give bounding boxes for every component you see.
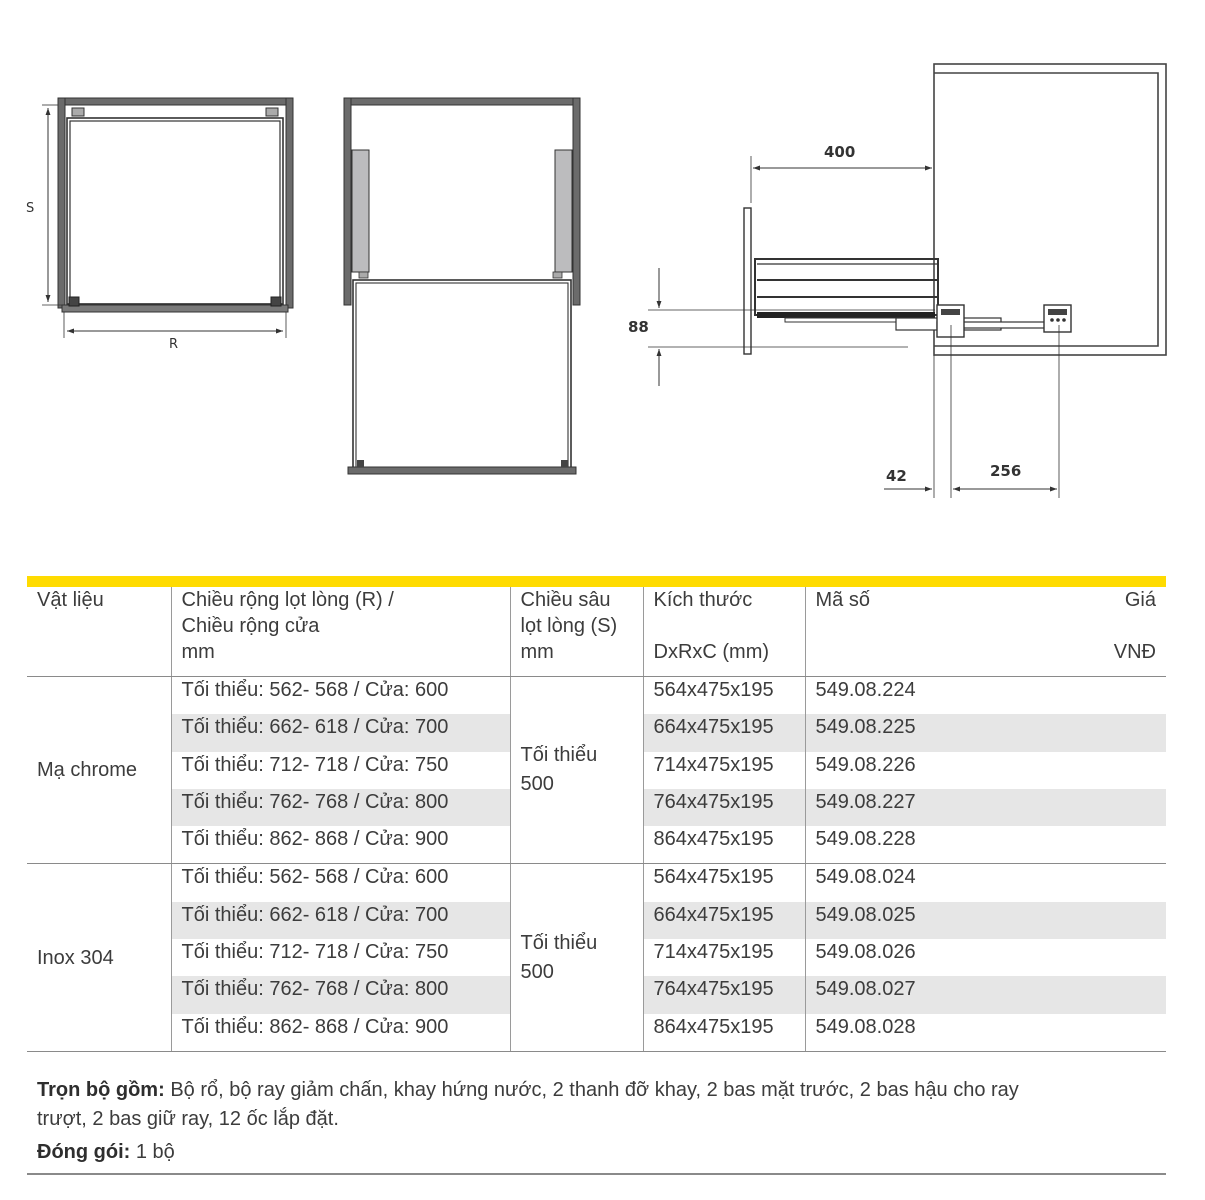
header-depth: Chiều sâu lọt lòng (S): [510, 587, 643, 639]
cabinet-left-wall: [58, 98, 65, 308]
header-code: Mã số: [805, 587, 985, 639]
depth-line2: 500: [520, 773, 554, 796]
dimension-42-label: 42: [886, 467, 907, 485]
cell-depth: [510, 864, 643, 1051]
cabinet-side-right: [573, 98, 580, 305]
header-size: Kích thước: [643, 587, 805, 639]
cell-code: 549.08.025: [805, 902, 985, 939]
cell-size: 564x475x195: [643, 864, 805, 902]
header-price: Giá: [1124, 589, 1156, 611]
table-row: [27, 864, 1166, 902]
foot-bottom-right: [271, 297, 281, 306]
cell-material: Inox 304: [27, 864, 171, 1051]
unit-width: mm: [171, 639, 510, 677]
contents-text-line2: trượt, 2 bas giữ ray, 12 ốc lắp đặt.: [37, 1108, 339, 1130]
dimension-256-label: 256: [990, 462, 1022, 480]
cell-code: 549.08.224: [805, 677, 985, 715]
cell-code: 549.08.024: [805, 864, 985, 902]
header-width: Chiều rộng lọt lòng (R) / Chiều rộng cửa: [171, 587, 510, 639]
unit-price: VNĐ: [985, 639, 1166, 677]
cell-width: Tối thiểu: 712- 718 / Cửa: 750: [171, 752, 510, 789]
cell-price: [985, 1014, 1166, 1052]
cabinet-bottom-board: [62, 305, 288, 312]
cell-price: [985, 714, 1166, 751]
cell-width: Tối thiểu: 662- 618 / Cửa: 700: [171, 714, 510, 751]
cell-price: [985, 902, 1166, 939]
unit-size: DxRxC (mm): [643, 639, 805, 677]
cell-code: 549.08.228: [805, 826, 985, 864]
unit-code: [805, 639, 985, 677]
cell-material: Mạ chrome: [27, 677, 171, 864]
foot-bottom-left: [69, 297, 79, 306]
rail-right: [555, 150, 572, 272]
basket-inner: [70, 121, 280, 304]
cell-price: [985, 677, 1166, 715]
dimension-400-label: 400: [824, 143, 856, 161]
cell-size: 664x475x195: [643, 714, 805, 751]
rail-left: [352, 150, 369, 272]
cell-code: 549.08.227: [805, 789, 985, 826]
header-material: Vật liệu: [37, 589, 104, 611]
side-view-drawing: [628, 64, 1166, 498]
cell-code: 549.08.026: [805, 939, 985, 976]
cell-width: Tối thiểu: 662- 618 / Cửa: 700: [171, 902, 510, 939]
cabinet-back-wall: [344, 98, 580, 105]
header-row: [27, 587, 1166, 639]
cell-size: 864x475x195: [643, 826, 805, 864]
unit-depth: mm: [510, 639, 643, 677]
bracket-top-left: [72, 108, 84, 116]
cell-width: Tối thiểu: 862- 868 / Cửa: 900: [171, 1014, 510, 1052]
technical-drawings: [0, 0, 1205, 520]
table-row: [27, 677, 1166, 715]
contents-text-line1: Bộ rổ, bộ ray giảm chấn, khay hứng nước, 2 thanh đỡ khay, 2 bas mặt trước, 2 bas hậu cho ray: [164, 1079, 1019, 1101]
cell-width: Tối thiểu: 562- 568 / Cửa: 600: [171, 864, 510, 902]
cell-code: 549.08.027: [805, 976, 985, 1013]
cell-size: 564x475x195: [643, 677, 805, 715]
cell-width: Tối thiểu: 712- 718 / Cửa: 750: [171, 939, 510, 976]
bottom-divider: [27, 1173, 1166, 1175]
cabinet-top-wall: [58, 98, 293, 105]
cell-size: 764x475x195: [643, 976, 805, 1013]
cell-width: Tối thiểu: 562- 568 / Cửa: 600: [171, 677, 510, 715]
door-panel: [348, 467, 576, 474]
packing-note: [37, 1138, 1157, 1167]
cell-price: [985, 864, 1166, 902]
depth-line2: 500: [520, 960, 554, 983]
contents-note: [37, 1076, 1157, 1134]
cell-size: 864x475x195: [643, 1014, 805, 1052]
cell-width: Tối thiểu: 862- 868 / Cửa: 900: [171, 826, 510, 864]
cell-size: 764x475x195: [643, 789, 805, 826]
dimension-88-label: 88: [628, 318, 649, 336]
basket-pulled-out: [353, 280, 571, 468]
depth-line1: Tối thiểu: [520, 931, 598, 954]
basket-side: [755, 259, 938, 315]
unit-material: [27, 639, 171, 677]
packing-text: 1 bộ: [130, 1141, 175, 1163]
dimension-r-label: R: [169, 337, 179, 352]
cell-width: Tối thiểu: 762- 768 / Cửa: 800: [171, 789, 510, 826]
contents-label: Trọn bộ gồm:: [37, 1079, 165, 1101]
cell-code: 549.08.225: [805, 714, 985, 751]
top-view-drawing: [344, 98, 580, 474]
cell-price: [985, 826, 1166, 864]
units-row: [27, 639, 1166, 677]
spec-table: [27, 587, 1166, 1052]
dimension-s-label: S: [26, 201, 35, 216]
packing-label: Đóng gói:: [37, 1141, 131, 1163]
accent-bar: [27, 576, 1166, 587]
notes: [37, 1076, 1157, 1167]
cell-depth: [510, 677, 643, 864]
cell-code: 549.08.028: [805, 1014, 985, 1052]
cell-price: [985, 752, 1166, 789]
depth-line1: Tối thiểu: [520, 744, 598, 767]
cell-width: Tối thiểu: 762- 768 / Cửa: 800: [171, 976, 510, 1013]
cabinet-right-wall: [286, 98, 293, 308]
cabinet-side-left: [344, 98, 351, 305]
cell-code: 549.08.226: [805, 752, 985, 789]
cell-price: [985, 976, 1166, 1013]
cell-price: [985, 789, 1166, 826]
front-view-drawing: [26, 98, 293, 352]
cell-size: 714x475x195: [643, 752, 805, 789]
cell-price: [985, 939, 1166, 976]
cell-size: 714x475x195: [643, 939, 805, 976]
bracket-top-right: [266, 108, 278, 116]
basket-outline: [67, 118, 283, 304]
cell-size: 664x475x195: [643, 902, 805, 939]
door-front: [744, 208, 751, 354]
